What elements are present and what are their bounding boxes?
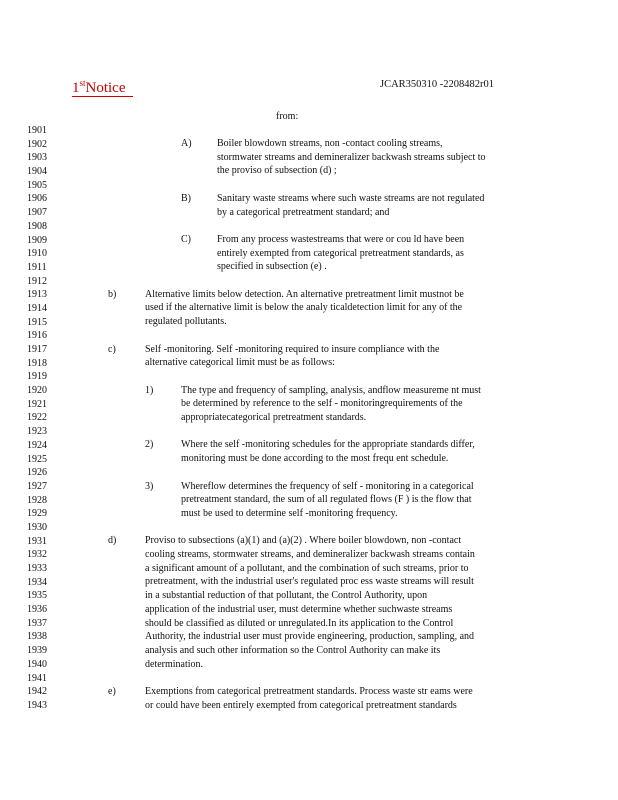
line-number: 1938 — [27, 631, 47, 643]
line-number: 1901 — [27, 125, 47, 136]
item-1-line: The type and frequency of sampling, analysis, andflow measureme nt must — [181, 384, 481, 396]
line-number: 1925 — [27, 453, 47, 465]
subsection-d-line: analysis and such other information so the Control Authority can make its — [145, 644, 441, 656]
subsection-d-line: Authority, the industrial user must provide engineering, production, sampling, and — [145, 631, 475, 643]
subsection-d-line: application of the industrial user, must determine whether suchwaste streams — [145, 603, 453, 615]
line-number: 1942 — [27, 686, 47, 698]
item-c-line: entirely exempted from categorical pretreatment standards, as — [217, 247, 464, 259]
line-number: 1921 — [27, 398, 47, 410]
item-3-line: pretreatment standard, the sum of all regulated flows (F ) is the flow that — [181, 494, 472, 506]
notice-heading — [72, 75, 133, 97]
line-number: 1933 — [27, 563, 47, 574]
notice-superscript: st — [79, 78, 86, 88]
line-number: 1907 — [27, 207, 47, 219]
item-b-line: by a categorical pretreatment standard; and — [217, 206, 390, 218]
line-number: 1903 — [27, 152, 47, 164]
subsection-e-label: e) — [108, 686, 116, 697]
subsection-b-line: Alternative limits below detection. An alternative pretreatment limit mustnot be — [145, 288, 464, 300]
line-number: 1935 — [27, 590, 47, 602]
subsection-d-line: pretreatment, with the industrial user's regulated proc ess waste streams will result — [145, 576, 474, 588]
item-2-line: Where the self -monitoring schedules for the appropriate standards differ, — [181, 439, 475, 451]
subsection-d-label: d) — [108, 535, 117, 547]
line-number: 1914 — [27, 302, 47, 314]
subsection-b-line: used if the alternative limit is below the analy ticaldetection limit for any of the — [145, 302, 463, 314]
subsection-c-line: alternative categorical limit must be as follows: — [145, 357, 335, 369]
line-number-gutter — [27, 124, 47, 713]
line-number: 1923 — [27, 426, 47, 438]
item-a-line: the proviso of subsection (d) ; — [217, 165, 337, 177]
item-3-label: 3) — [145, 480, 154, 492]
line-number: 1912 — [27, 275, 47, 287]
subsection-b-line: regulated pollutants. — [145, 316, 227, 328]
line-number: 1902 — [27, 138, 47, 150]
line-number: 1929 — [27, 508, 47, 520]
subsection-e-line: Exemptions from categorical pretreatment standards. Process waste str eams were — [145, 686, 473, 697]
line-number: 1919 — [27, 371, 47, 383]
line-number: 1931 — [27, 535, 47, 547]
item-a-label: A) — [181, 138, 192, 149]
notice-number: 1 — [72, 80, 80, 96]
line-number: 1920 — [27, 385, 47, 397]
item-2-line: monitoring must be done according to the most frequ ent schedule. — [181, 453, 449, 465]
line-number: 1937 — [27, 617, 47, 629]
subsection-b-label: b) — [108, 288, 117, 300]
line-number: 1934 — [27, 576, 47, 588]
item-a-line: Boiler blowdown streams, non -contact cooling streams, — [217, 138, 443, 149]
item-3-line: Whereflow determines the frequency of self - monitoring in a categorical — [181, 480, 474, 492]
item-b-line: Sanitary waste streams where such waste streams are not regulated — [217, 192, 485, 204]
line-number: 1910 — [27, 248, 47, 260]
document-id: JCAR350310 -2208482r01 — [380, 79, 495, 90]
line-number: 1926 — [27, 467, 47, 479]
line-number: 1940 — [27, 658, 47, 670]
line-number: 1911 — [27, 261, 47, 273]
notice-word: Notice — [85, 80, 126, 96]
line-number: 1936 — [27, 604, 47, 616]
line-number: 1930 — [27, 521, 47, 533]
item-c-line: specified in subsection (e) . — [217, 261, 327, 273]
line-number: 1928 — [27, 494, 47, 506]
subsection-d-line: in a substantial reduction of that pollutant, the Control Authority, upon — [145, 590, 428, 602]
item-1-line: be determined by reference to the self - monitoringrequirements of the — [181, 398, 463, 410]
subsection-d-line: cooling streams, stormwater streams, and demineralizer backwash streams contain — [145, 549, 475, 560]
line-number: 1943 — [27, 699, 47, 711]
subsection-d-line: should be classified as diluted or unregulated.In its application to the Control — [145, 617, 454, 629]
subsection-c-line: Self -monitoring. Self -monitoring required to insure compliance with the — [145, 343, 440, 355]
item-b-label: B) — [181, 192, 191, 204]
line-number: 1918 — [27, 357, 47, 369]
line-number: 1927 — [27, 480, 47, 492]
subsection-e-line: or could have been entirely exempted from categorical pretreatment standards — [145, 699, 457, 711]
line-number: 1932 — [27, 549, 47, 561]
line-number: 1916 — [27, 330, 47, 342]
line-number: 1913 — [27, 289, 47, 301]
subsection-d-line: determination. — [145, 658, 204, 670]
line-number: 1924 — [27, 439, 47, 451]
from-label: from: — [276, 111, 299, 122]
line-number: 1915 — [27, 316, 47, 328]
line-number: 1906 — [27, 193, 47, 205]
line-number: 1908 — [27, 220, 47, 232]
item-1-label: 1) — [145, 384, 154, 396]
line-number: 1905 — [27, 179, 47, 191]
item-3-line: must be used to determine self -monitoring frequency. — [181, 507, 398, 519]
line-number: 1904 — [27, 166, 47, 178]
line-number: 1941 — [27, 672, 47, 684]
line-number: 1917 — [27, 344, 47, 355]
line-number: 1909 — [27, 234, 47, 246]
item-1-line: appropriatecategorical pretreatment standards. — [181, 412, 367, 423]
subsection-c-label: c) — [108, 343, 116, 355]
line-number: 1939 — [27, 645, 47, 657]
subsection-d-line: a significant amount of a pollutant, and the combination of such streams, prior to — [145, 562, 469, 574]
item-c-line: From any process wastestreams that were or cou ld have been — [217, 233, 465, 245]
item-2-label: 2) — [145, 439, 154, 451]
item-a-line: stormwater streams and demineralizer backwash streams subject to — [217, 151, 486, 163]
line-number: 1922 — [27, 412, 47, 424]
item-c-label: C) — [181, 233, 191, 245]
subsection-d-line: Proviso to subsections (a)(1) and (a)(2) . Where boiler blowdown, non -contact — [145, 535, 462, 547]
